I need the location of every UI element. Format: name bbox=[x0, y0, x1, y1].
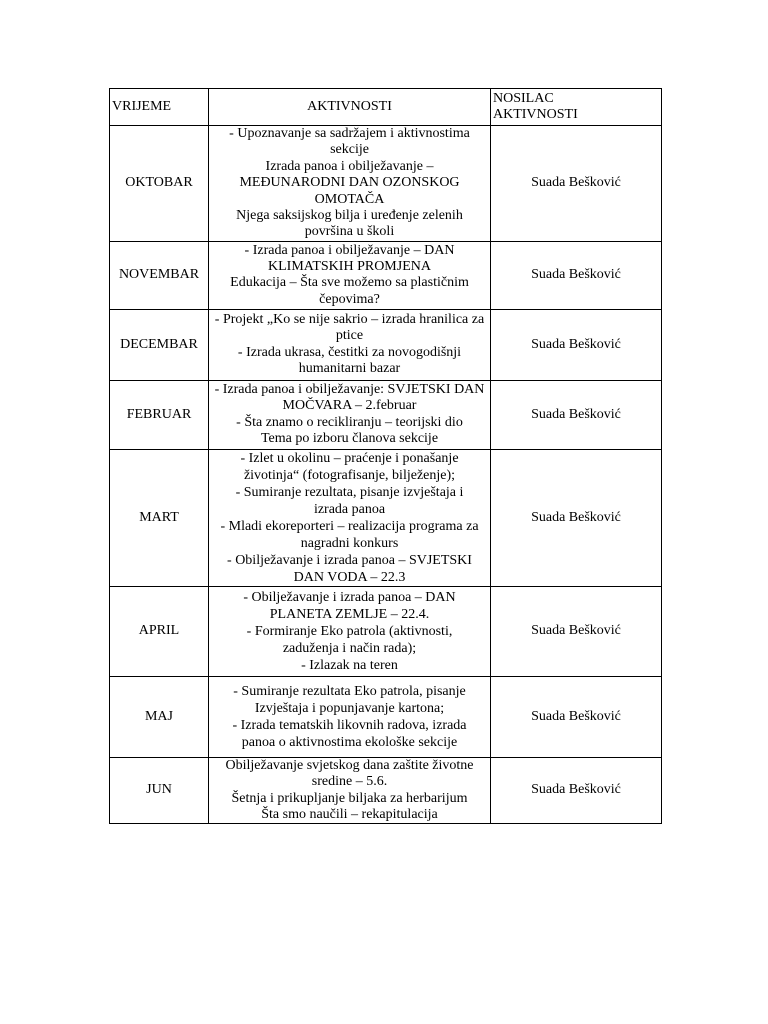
activity-line: - Izlazak na teren bbox=[301, 657, 398, 673]
month-cell: NOVEMBAR bbox=[110, 241, 209, 309]
activity-line: DAN VODA – 22.3 bbox=[293, 569, 406, 585]
activity-line: - Izlet u okolinu – praćenje i ponašanje bbox=[240, 450, 459, 466]
activity-line: Obilježavanje svjetskog dana zaštite životne bbox=[225, 757, 474, 773]
table-row bbox=[110, 126, 662, 242]
activity-line: KLIMATSKIH PROMJENA bbox=[268, 258, 431, 274]
activities-cell bbox=[209, 126, 491, 242]
activity-line: Edukacija – Šta sve možemo sa plastičnim bbox=[230, 275, 469, 291]
activity-line: - Šta znamo o recikliranju – teorijski dio bbox=[236, 414, 463, 430]
activities-cell bbox=[209, 757, 491, 824]
activity-line: - Projekt „Ko se nije sakrio – izrada hranilica za bbox=[214, 312, 485, 328]
activity-line: MEĐUNARODNI DAN OZONSKOG bbox=[239, 175, 460, 191]
holder-cell: Suada Bešković bbox=[491, 309, 662, 380]
activity-line: životinja“ (fotografisanje, bilježenje); bbox=[243, 467, 456, 483]
month-cell: JUN bbox=[110, 757, 209, 824]
activity-line: Šta smo naučili – rekapitulacija bbox=[261, 807, 438, 823]
activity-line: nagradni konkurs bbox=[300, 535, 399, 551]
holder-cell: Suada Bešković bbox=[491, 757, 662, 824]
holder-cell: Suada Bešković bbox=[491, 380, 662, 449]
activity-line: Tema po izboru članova sekcije bbox=[260, 431, 439, 447]
table-row bbox=[110, 757, 662, 824]
activity-line: PLANETA ZEMLJE – 22.4. bbox=[269, 606, 430, 622]
activity-plan-table bbox=[109, 88, 662, 824]
month-cell: MART bbox=[110, 449, 209, 586]
holder-cell: Suada Bešković bbox=[491, 586, 662, 676]
activities-cell bbox=[209, 586, 491, 676]
activity-line: - Izrada panoa i obilježavanje – DAN bbox=[244, 242, 455, 258]
activity-line: - Izrada tematskih likovnih radova, izrada bbox=[232, 717, 467, 733]
table-row bbox=[110, 380, 662, 449]
table-row bbox=[110, 586, 662, 676]
activity-line: - Izrada ukrasa, čestitki za novogodišnji bbox=[237, 344, 462, 360]
activity-line: MOČVARA – 2.februar bbox=[282, 398, 417, 414]
activities-cell bbox=[209, 380, 491, 449]
activity-line: Izvještaja i popunjavanje kartona; bbox=[254, 700, 445, 716]
header-holder bbox=[491, 89, 662, 126]
activity-line: Izrada panoa i obilježavanje – bbox=[265, 158, 434, 174]
activity-line: OMOTAČA bbox=[314, 191, 385, 207]
activity-line: površina u školi bbox=[304, 224, 395, 240]
table-row bbox=[110, 241, 662, 309]
header-row bbox=[110, 89, 662, 126]
table-row bbox=[110, 309, 662, 380]
activity-line: sekcije bbox=[330, 142, 369, 158]
activity-line: humanitarni bazar bbox=[298, 361, 401, 377]
month-cell: APRIL bbox=[110, 586, 209, 676]
activity-line: ptice bbox=[335, 328, 364, 344]
holder-cell: Suada Bešković bbox=[491, 241, 662, 309]
activity-line: Njega saksijskog bilja i uređenje zelenih bbox=[236, 208, 463, 224]
header-activities: AKTIVNOSTI bbox=[209, 89, 491, 126]
activity-line: - Formiranje Eko patrola (aktivnosti, bbox=[246, 623, 453, 639]
holder-cell: Suada Bešković bbox=[491, 676, 662, 757]
activities-cell bbox=[209, 449, 491, 586]
activity-line: - Mladi ekoreporteri – realizacija programa za bbox=[220, 518, 479, 534]
activity-line: - Obilježavanje i izrada panoa – DAN bbox=[243, 589, 456, 605]
activities-cell bbox=[209, 676, 491, 757]
month-cell: DECEMBAR bbox=[110, 309, 209, 380]
holder-cell: Suada Bešković bbox=[491, 449, 662, 586]
activity-line: - Obilježavanje i izrada panoa – SVJETSKI bbox=[227, 552, 472, 568]
activity-line: zaduženja i način rada); bbox=[282, 640, 417, 656]
header-time: VRIJEME bbox=[110, 89, 209, 126]
month-cell: OKTOBAR bbox=[110, 126, 209, 242]
activity-line: panoa o aktivnostima ekološke sekcije bbox=[241, 734, 458, 750]
holder-cell: Suada Bešković bbox=[491, 126, 662, 242]
table-row bbox=[110, 449, 662, 586]
activity-line: - Izrada panoa i obilježavanje: SVJETSKI DAN bbox=[214, 382, 485, 398]
table-row bbox=[110, 676, 662, 757]
activity-line: izrada panoa bbox=[313, 501, 386, 517]
activity-line: - Sumiranje rezultata, pisanje izvještaja i bbox=[235, 484, 464, 500]
activity-line: Šetnja i prikupljanje biljaka za herbarijum bbox=[231, 790, 468, 806]
activity-line: - Sumiranje rezultata Eko patrola, pisanje bbox=[233, 683, 466, 699]
activity-line: sredine – 5.6. bbox=[311, 774, 388, 790]
activities-cell bbox=[209, 241, 491, 309]
header-holder-line1: NOSILAC bbox=[493, 90, 554, 106]
header-holder-line2: AKTIVNOSTI bbox=[493, 107, 578, 122]
activities-cell bbox=[209, 309, 491, 380]
activity-line: - Upoznavanje sa sadržajem i aktivnostima bbox=[229, 126, 470, 141]
month-cell: MAJ bbox=[110, 676, 209, 757]
activity-line: čepovima? bbox=[319, 291, 380, 307]
month-cell: FEBRUAR bbox=[110, 380, 209, 449]
